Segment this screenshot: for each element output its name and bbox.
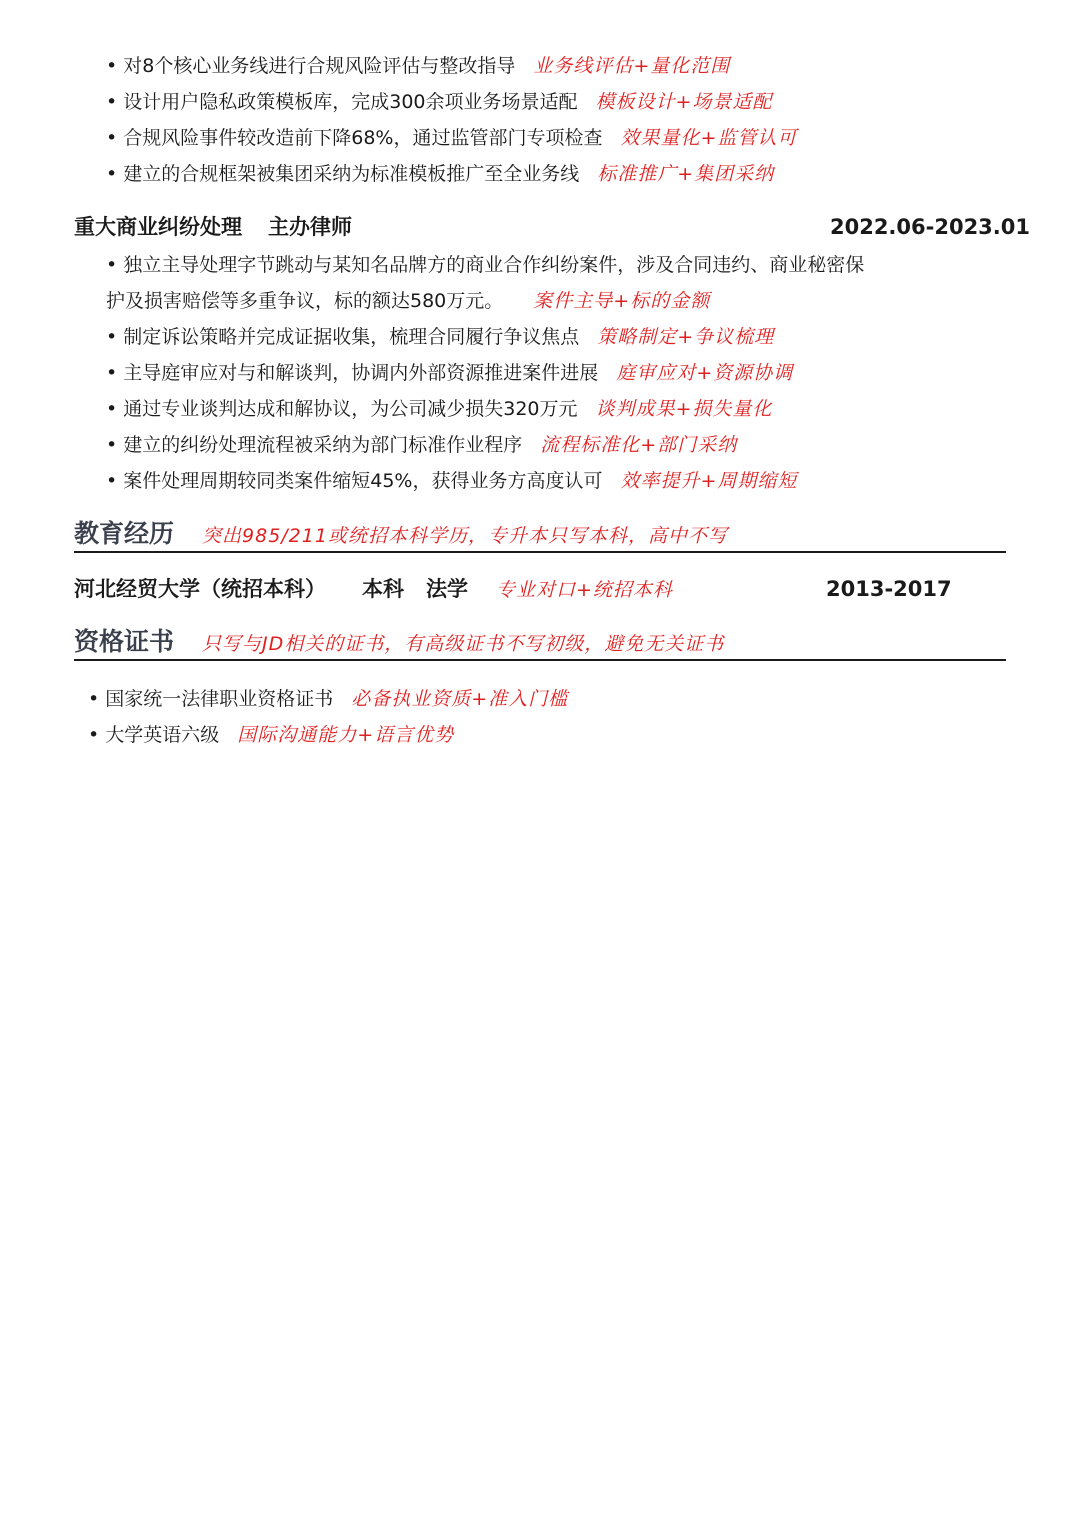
bullet-item [106,124,797,152]
bullet-text: • 主导庭审应对与和解谈判，协调内外部资源推进案件进展 [106,362,599,384]
major: 法学 [426,577,468,601]
bullet-item [106,395,772,423]
education-section-header [74,517,728,553]
bullet-text: • 建立的纠纷处理流程被采纳为部门标准作业程序 [106,434,523,456]
certificates-section-header [74,625,724,661]
annotation-note: 业务线评估+量化范围 [533,55,731,77]
annotation-note: 庭审应对+资源协调 [616,362,794,384]
annotation-note: 专业对口+统招本科 [496,579,673,601]
bullet-item [106,88,772,116]
certificate-item [88,721,454,749]
section-divider [74,659,1006,661]
annotation-note: 必备执业资质+准入门槛 [351,688,569,710]
certificates-section-note: 只写与JD相关的证书，有高级证书不写初级，避免无关证书 [202,633,725,655]
bullet-text: • 国家统一法律职业资格证书 [88,688,334,710]
bullet-item [106,359,793,387]
annotation-note: 模板设计+场景适配 [595,91,773,113]
bullet-text: • 设计用户隐私政策模板库，完成300余项业务场景适配 [106,91,578,113]
case-date: 2022.06-2023.01 [829,215,1030,239]
annotation-note: 案件主导+标的金额 [533,290,711,312]
education-section-note: 突出985/211或统招本科学历，专升本只写本科，高中不写 [202,525,728,547]
bullet-item [106,467,797,495]
bullet-text: 护及损害赔偿等多重争议，标的额达580万元。 [106,290,504,312]
bullet-text: • 案件处理周期较同类案件缩短45%，获得业务方高度认可 [106,470,603,492]
school-name: 河北经贸大学（统招本科） [74,577,326,601]
annotation-note: 策略制定+争议梳理 [597,326,775,348]
annotation-note: 标准推广+集团采纳 [597,163,775,185]
case-bullet-line2 [106,287,710,315]
education-entry [74,574,673,605]
certificates-section-title: 资格证书 [74,627,175,656]
bullet-text: • 大学英语六级 [88,724,220,746]
bullet-item [106,160,774,188]
annotation-note: 国际沟通能力+语言优势 [237,724,455,746]
education-years: 2013-2017 [826,577,952,601]
bullet-item [106,52,730,80]
case-header [74,212,352,242]
annotation-note: 流程标准化+部门采纳 [540,434,738,456]
bullet-text: • 制定诉讼策略并完成证据收集，梳理合同履行争议焦点 [106,326,580,348]
case-role: 主办律师 [268,215,352,239]
annotation-note: 谈判成果+损失量化 [595,398,773,420]
certificate-item [88,685,568,713]
section-divider [74,551,1006,553]
bullet-item [106,431,737,459]
annotation-note: 效率提升+周期缩短 [620,470,798,492]
annotation-note: 效果量化+监管认可 [620,127,798,149]
bullet-text: • 通过专业谈判达成和解协议，为公司减少损失320万元 [106,398,578,420]
bullet-text: • 合规风险事件较改造前下降68%，通过监管部门专项检查 [106,127,603,149]
education-section-title: 教育经历 [74,519,175,548]
case-title: 重大商业纠纷处理 [74,215,242,239]
case-bullet-line1: • 独立主导处理字节跳动与某知名品牌方的商业合作纠纷案件，涉及合同违约、商业秘密保 [106,254,865,276]
bullet-text: • 对8个核心业务线进行合规风险评估与整改指导 [106,55,516,77]
degree: 本科 [362,577,404,601]
bullet-item [106,323,774,351]
bullet-text: • 建立的合规框架被集团采纳为标准模板推广至全业务线 [106,163,580,185]
